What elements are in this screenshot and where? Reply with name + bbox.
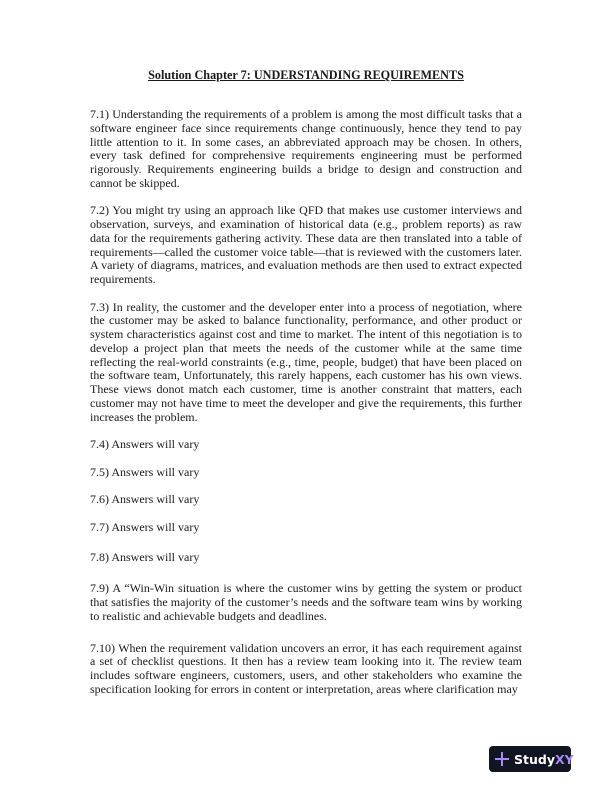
- answer-number: 7.2): [90, 203, 109, 218]
- answer-7-2: [90, 204, 522, 287]
- answer-text: A “Win-Win situation is where the customer wins by getting the system or product that satisfies the majority of the customer’s needs and the software team wins by working to realistic and achievable budgets and deadlines.: [90, 581, 522, 623]
- answer-7-3: [90, 301, 522, 425]
- plus-icon: [495, 752, 509, 766]
- answer-text: You might try using an approach like QFD that makes use customer interviews and observation, surveys, and examination of historical data (e.g., problem reports) as raw data for the requirements gathering activity. These data are then translated into a table of requirements—called the customer voice table—that is reviewed with the customers later. A variety of diagrams, matrices, and evaluation methods are then used to extract expected requirements.: [90, 203, 522, 286]
- document-title: Solution Chapter 7: UNDERSTANDING REQUIREMENTS: [148, 68, 464, 82]
- answer-7-8: [90, 551, 522, 565]
- answer-text: Answers will vary: [111, 437, 200, 451]
- answer-number: 7.8): [90, 549, 109, 564]
- answer-number: 7.6): [90, 492, 109, 507]
- answer-7-1: [90, 108, 522, 191]
- answer-number: 7.4): [90, 437, 109, 451]
- answer-text: In reality, the customer and the developer enter into a process of negotiation, where the customer may be asked to balance functionality, performance, and other product or system characteristics against cost and time to market. The intent of this negotiation is to develop a project plan that meets the needs of the customer while at the same time reflecting the real-world constraints (e.g., time, people, budget) that have been placed on the software team, Unfortunately, this rarely happens, each customer has his own views. These views donot match each customer, time is another constraint that matters, each customer may not have time to meet the developer and give the requirements, this further increases the problem.: [90, 299, 523, 424]
- answers-list: [90, 108, 522, 697]
- answer-text: Answers will vary: [111, 464, 200, 479]
- answer-number: 7.9): [90, 581, 109, 596]
- document-page: [90, 68, 522, 710]
- answer-number: 7.7): [90, 519, 109, 534]
- answer-number: 7.3): [90, 299, 109, 314]
- answer-text: Answers will vary: [111, 492, 200, 507]
- answer-text: When the requirement validation uncovers an error, it has each requirement against a set of checklist questions. It then has a review team looking into it. The review team includes software engineers, customers, users, and other stakeholders who examine the specification looking for errors in content or interpretation, areas where clarification may: [90, 640, 522, 696]
- answer-7-7: [90, 521, 522, 535]
- answer-7-9: [90, 582, 522, 623]
- studyxy-watermark-badge[interactable]: [489, 746, 574, 772]
- brand-name: Study: [514, 751, 555, 767]
- answer-7-6: [90, 493, 522, 507]
- answer-7-5: [90, 466, 522, 480]
- answer-text: Understanding the requirements of a problem is among the most difficult tasks that a software engineer face since requirements change continuously, hence they tend to pay little attention to it. In some cases, an abbreviated approach may be chosen. In others, every task defined for comprehensive requirements engineering must be performed rigorously. Requirements engineering builds a bridge to design and construction and cannot be skipped.: [90, 107, 523, 190]
- answer-number: 7.5): [90, 464, 109, 479]
- brand-accent: XY: [554, 751, 574, 767]
- answer-7-4: [90, 438, 522, 452]
- answer-number: 7.1): [90, 107, 109, 121]
- answer-number: 7.10): [90, 640, 115, 655]
- answer-text: Answers will vary: [111, 549, 200, 564]
- answer-text: Answers will vary: [111, 519, 200, 534]
- answer-7-10: [90, 642, 522, 697]
